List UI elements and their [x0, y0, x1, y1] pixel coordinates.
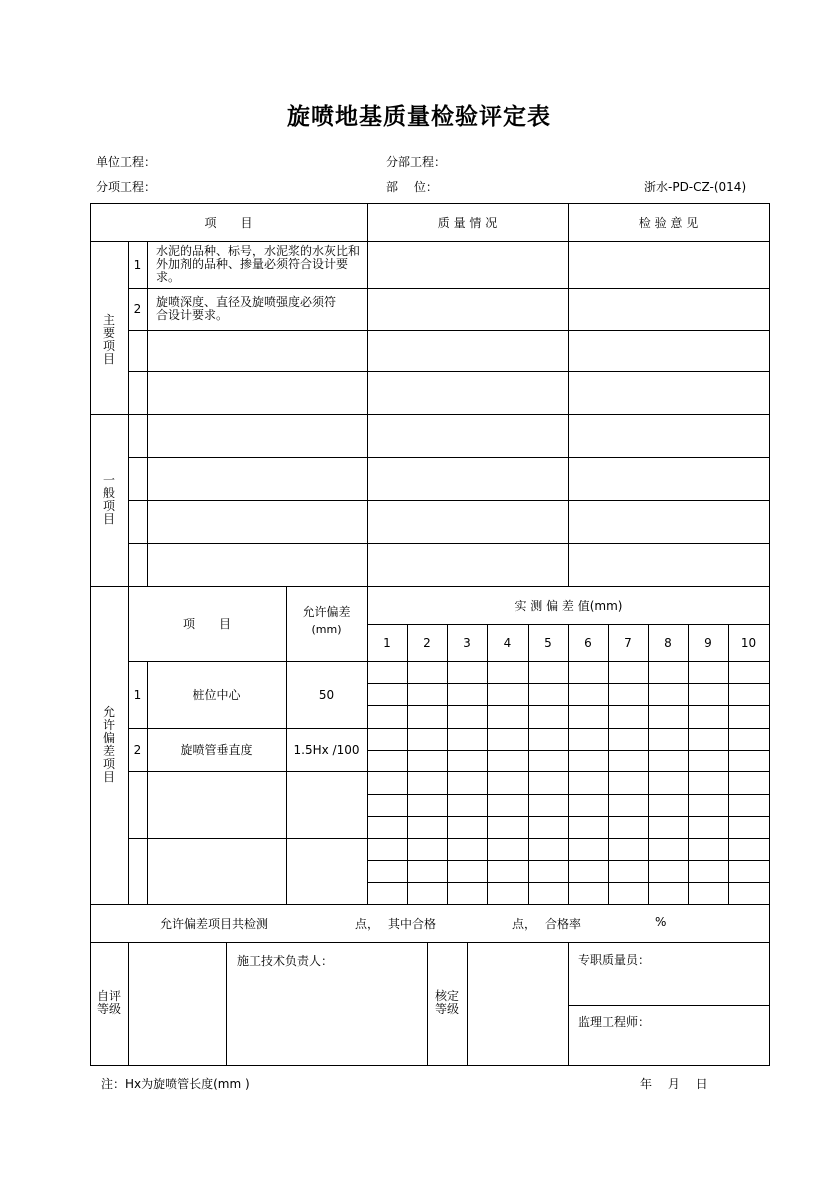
tol-item-name: 桩位中心: [192, 688, 241, 702]
tol-allow-header: 允许偏差: [302, 604, 351, 619]
measured-col: 3: [463, 635, 471, 650]
footer-note: 注：Hx为旋喷管长度(mm ): [101, 1077, 250, 1091]
page-title: 旋喷地基质量检验评定表: [287, 104, 551, 130]
tech-lead-label: 施工技术负责人：: [237, 954, 334, 968]
summary-points2: 点，: [512, 917, 537, 931]
tol-item-no: 1: [133, 687, 142, 702]
summary-percent: %: [655, 915, 667, 929]
tol-item-header: 项 目: [182, 617, 231, 631]
main-item-text: 旋喷深度、直径及旋喷强度必须符合设计要求。: [156, 295, 337, 322]
main-item-text: 水泥的品种、标号，水泥浆的水灰比和外加剂的品种、掺量必须符合设计要求。: [156, 244, 361, 284]
footer-date: 年 月 日: [640, 1077, 708, 1091]
measured-col: 5: [544, 635, 552, 650]
col-item-header: 项 目: [204, 215, 253, 230]
measured-header: 实 测 偏 差 值(mm): [514, 598, 623, 613]
col-opinion-header: 检 验 意 见: [638, 215, 699, 230]
measured-col: 6: [584, 635, 592, 650]
summary-rate: 合格率: [545, 917, 582, 931]
measured-col: 8: [664, 635, 672, 650]
tolerance-items-label: 允许偏差项目: [102, 705, 115, 784]
form-code: 浙水-PD-CZ-(014): [644, 180, 747, 194]
general-items-label: 一般项目: [102, 473, 115, 526]
verify-label: 核定等级: [434, 989, 459, 1016]
measured-col: 1: [383, 635, 391, 650]
tol-item-allow: 50: [318, 687, 335, 702]
quality-officer-label: 专职质量员：: [578, 953, 651, 967]
tol-item-name: 旋喷管垂直度: [180, 743, 253, 757]
unit-project-label: 单位工程：: [96, 155, 157, 169]
main-item-no: 1: [133, 257, 142, 272]
summary-qualified: 其中合格: [388, 917, 437, 931]
main-items-label: 主要项目: [102, 313, 115, 366]
summary-prefix: 允许偏差项目共检测: [160, 917, 269, 931]
col-quality-header: 质 量 情 况: [437, 215, 498, 230]
measured-col: 4: [503, 635, 512, 650]
measured-col: 9: [704, 635, 712, 650]
measured-col: 2: [423, 635, 431, 650]
sub-item-label: 分项工程：: [96, 180, 157, 194]
self-eval-label: 自评等级: [96, 989, 121, 1016]
sub-part-label: 分部工程：: [386, 155, 447, 169]
tol-item-allow: 1.5Hx /100: [293, 742, 360, 757]
main-item-no: 2: [133, 302, 142, 316]
supervisor-label: 监理工程师：: [578, 1015, 651, 1029]
measured-col: 10: [740, 635, 757, 650]
measured-col: 7: [624, 635, 632, 650]
tol-item-no: 2: [133, 742, 142, 757]
tol-allow-unit: (mm): [311, 622, 342, 636]
location-label: 部 位：: [386, 180, 438, 194]
summary-points1: 点，: [355, 917, 380, 931]
